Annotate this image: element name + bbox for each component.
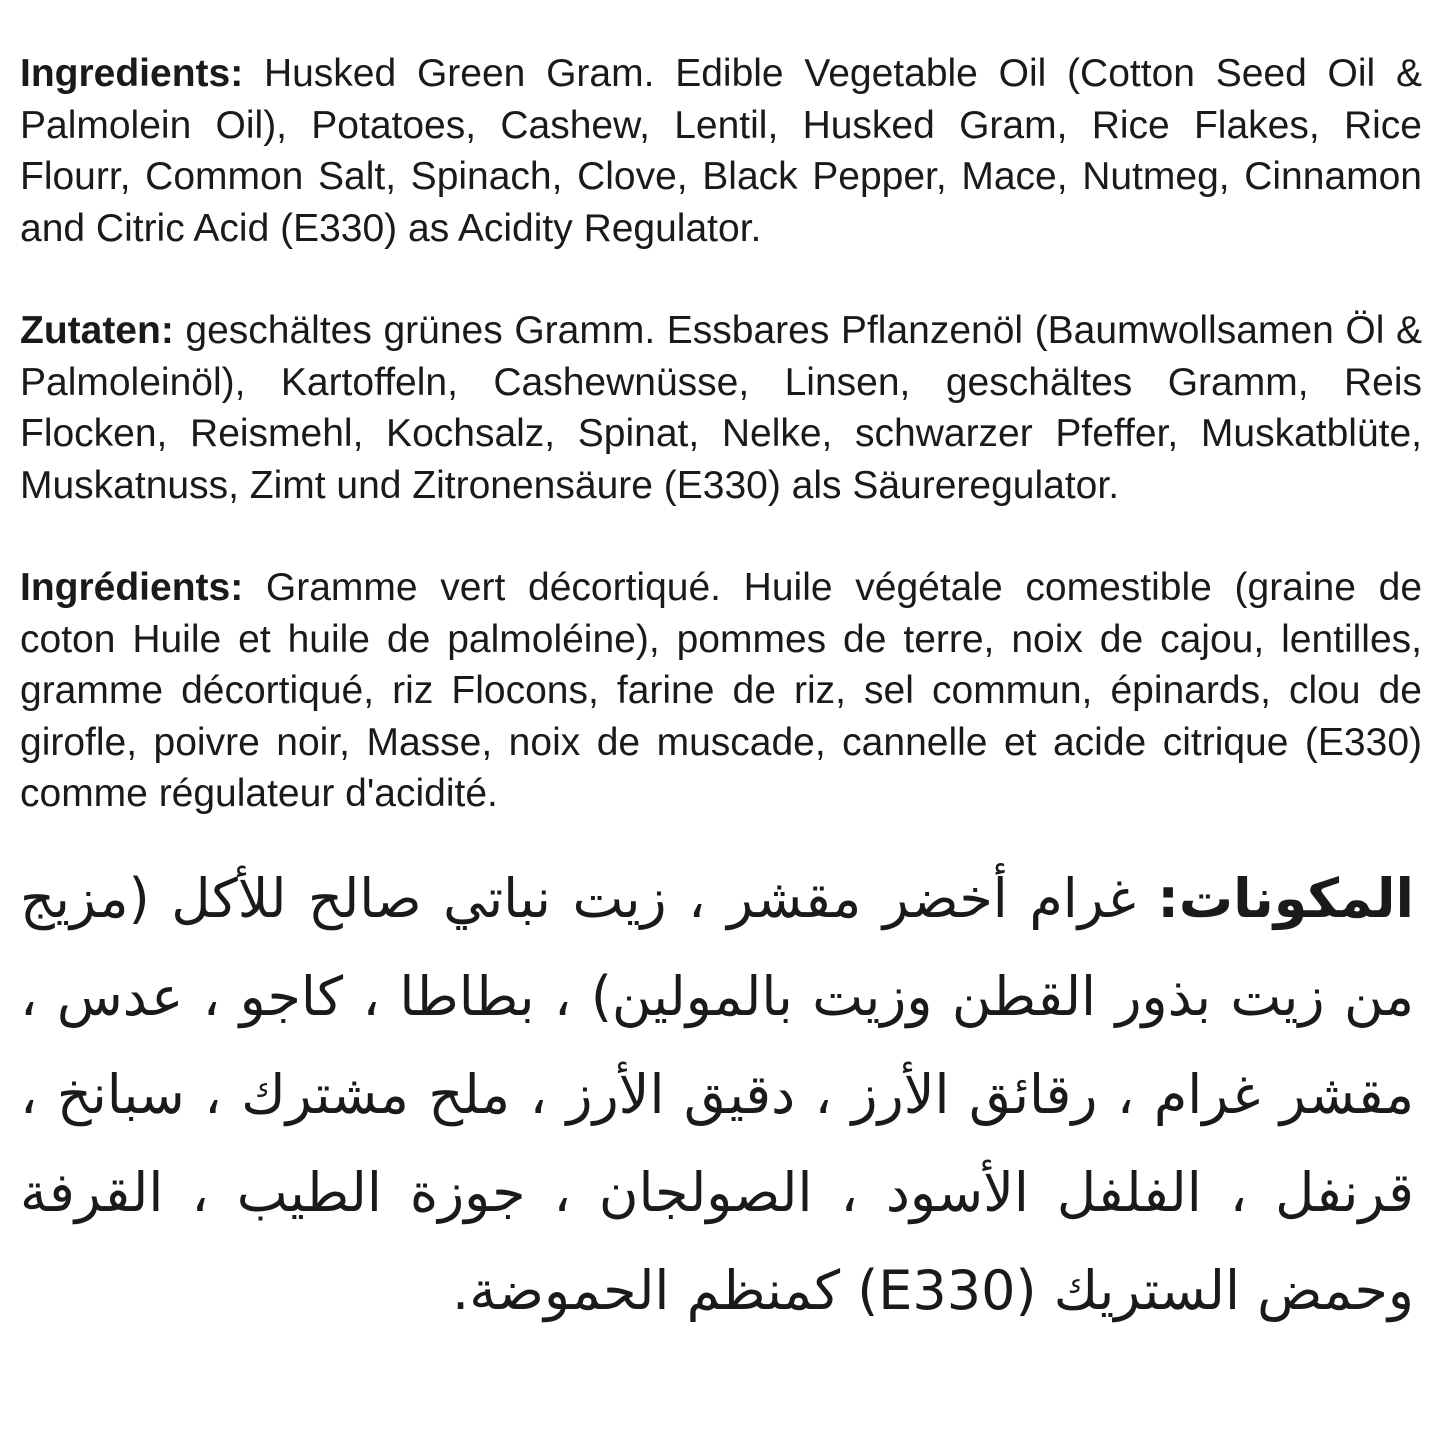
ingredients-french-heading: Ingrédients:	[20, 566, 244, 609]
ingredients-arabic-heading: المكونات:	[1157, 866, 1414, 930]
ingredients-english	[20, 48, 1422, 254]
ingredients-english-heading: Ingredients:	[20, 52, 244, 95]
ingredients-french-text: Gramme vert décortiqué. Huile végétale comestible (graine de coton Huile et huile de palmoléine), pommes de terre, noix de cajou, lentilles, gramme décortiqué, riz Flocons, farine de riz, sel commun, épinards, clou de girofle, poivre noir, Masse, noix de muscade, cannelle et acide citrique (E330) comme régulateur d'acidité.	[20, 566, 1423, 815]
ingredients-french	[20, 562, 1422, 820]
ingredients-english-text: Husked Green Gram. Edible Vegetable Oil (Cotton Seed Oil & Palmolein Oil), Potatoes, Cashew, Lentil, Husked Gram, Rice Flakes, Rice Flourr, Common Salt, Spinach, Clove, Black Pepper, Mace, Nutmeg, Cinnamon and Citric Acid (E330) as Acidity Regulator.	[20, 52, 1422, 250]
ingredients-arabic-text: غرام أخضر مقشر ، زيت نباتي صالح للأكل (مزيج من زيت بذور القطن وزيت بالمولين) ، بطاطا ، كاجو ، عدس ، مقشر غرام ، رقائق الأرز ، دقيق الأرز ، ملح مشترك ، سبانخ ، قرنفل ، الفلفل الأسود ، الصولجان ، جوزة الطيب ، القرفة وحمض الستريك (E330) كمنظم الحموضة.	[20, 866, 1414, 1322]
ingredients-german-text: geschältes grünes Gramm. Essbares Pflanzenöl (Baumwollsamen Öl & Palmoleinöl), Kartoffeln, Cashewnüsse, Linsen, geschältes Gramm, Reis Flocken, Reismehl, Kochsalz, Spinat, Nelke, schwarzer Pfeffer, Muskatblüte, Muskatnuss, Zimt und Zitronensäure (E330) als Säureregulator.	[20, 309, 1422, 507]
ingredients-label-page	[20, 48, 1422, 1340]
ingredients-german-heading: Zutaten:	[20, 309, 174, 352]
ingredients-arabic	[20, 850, 1422, 1340]
ingredients-german	[20, 305, 1422, 511]
